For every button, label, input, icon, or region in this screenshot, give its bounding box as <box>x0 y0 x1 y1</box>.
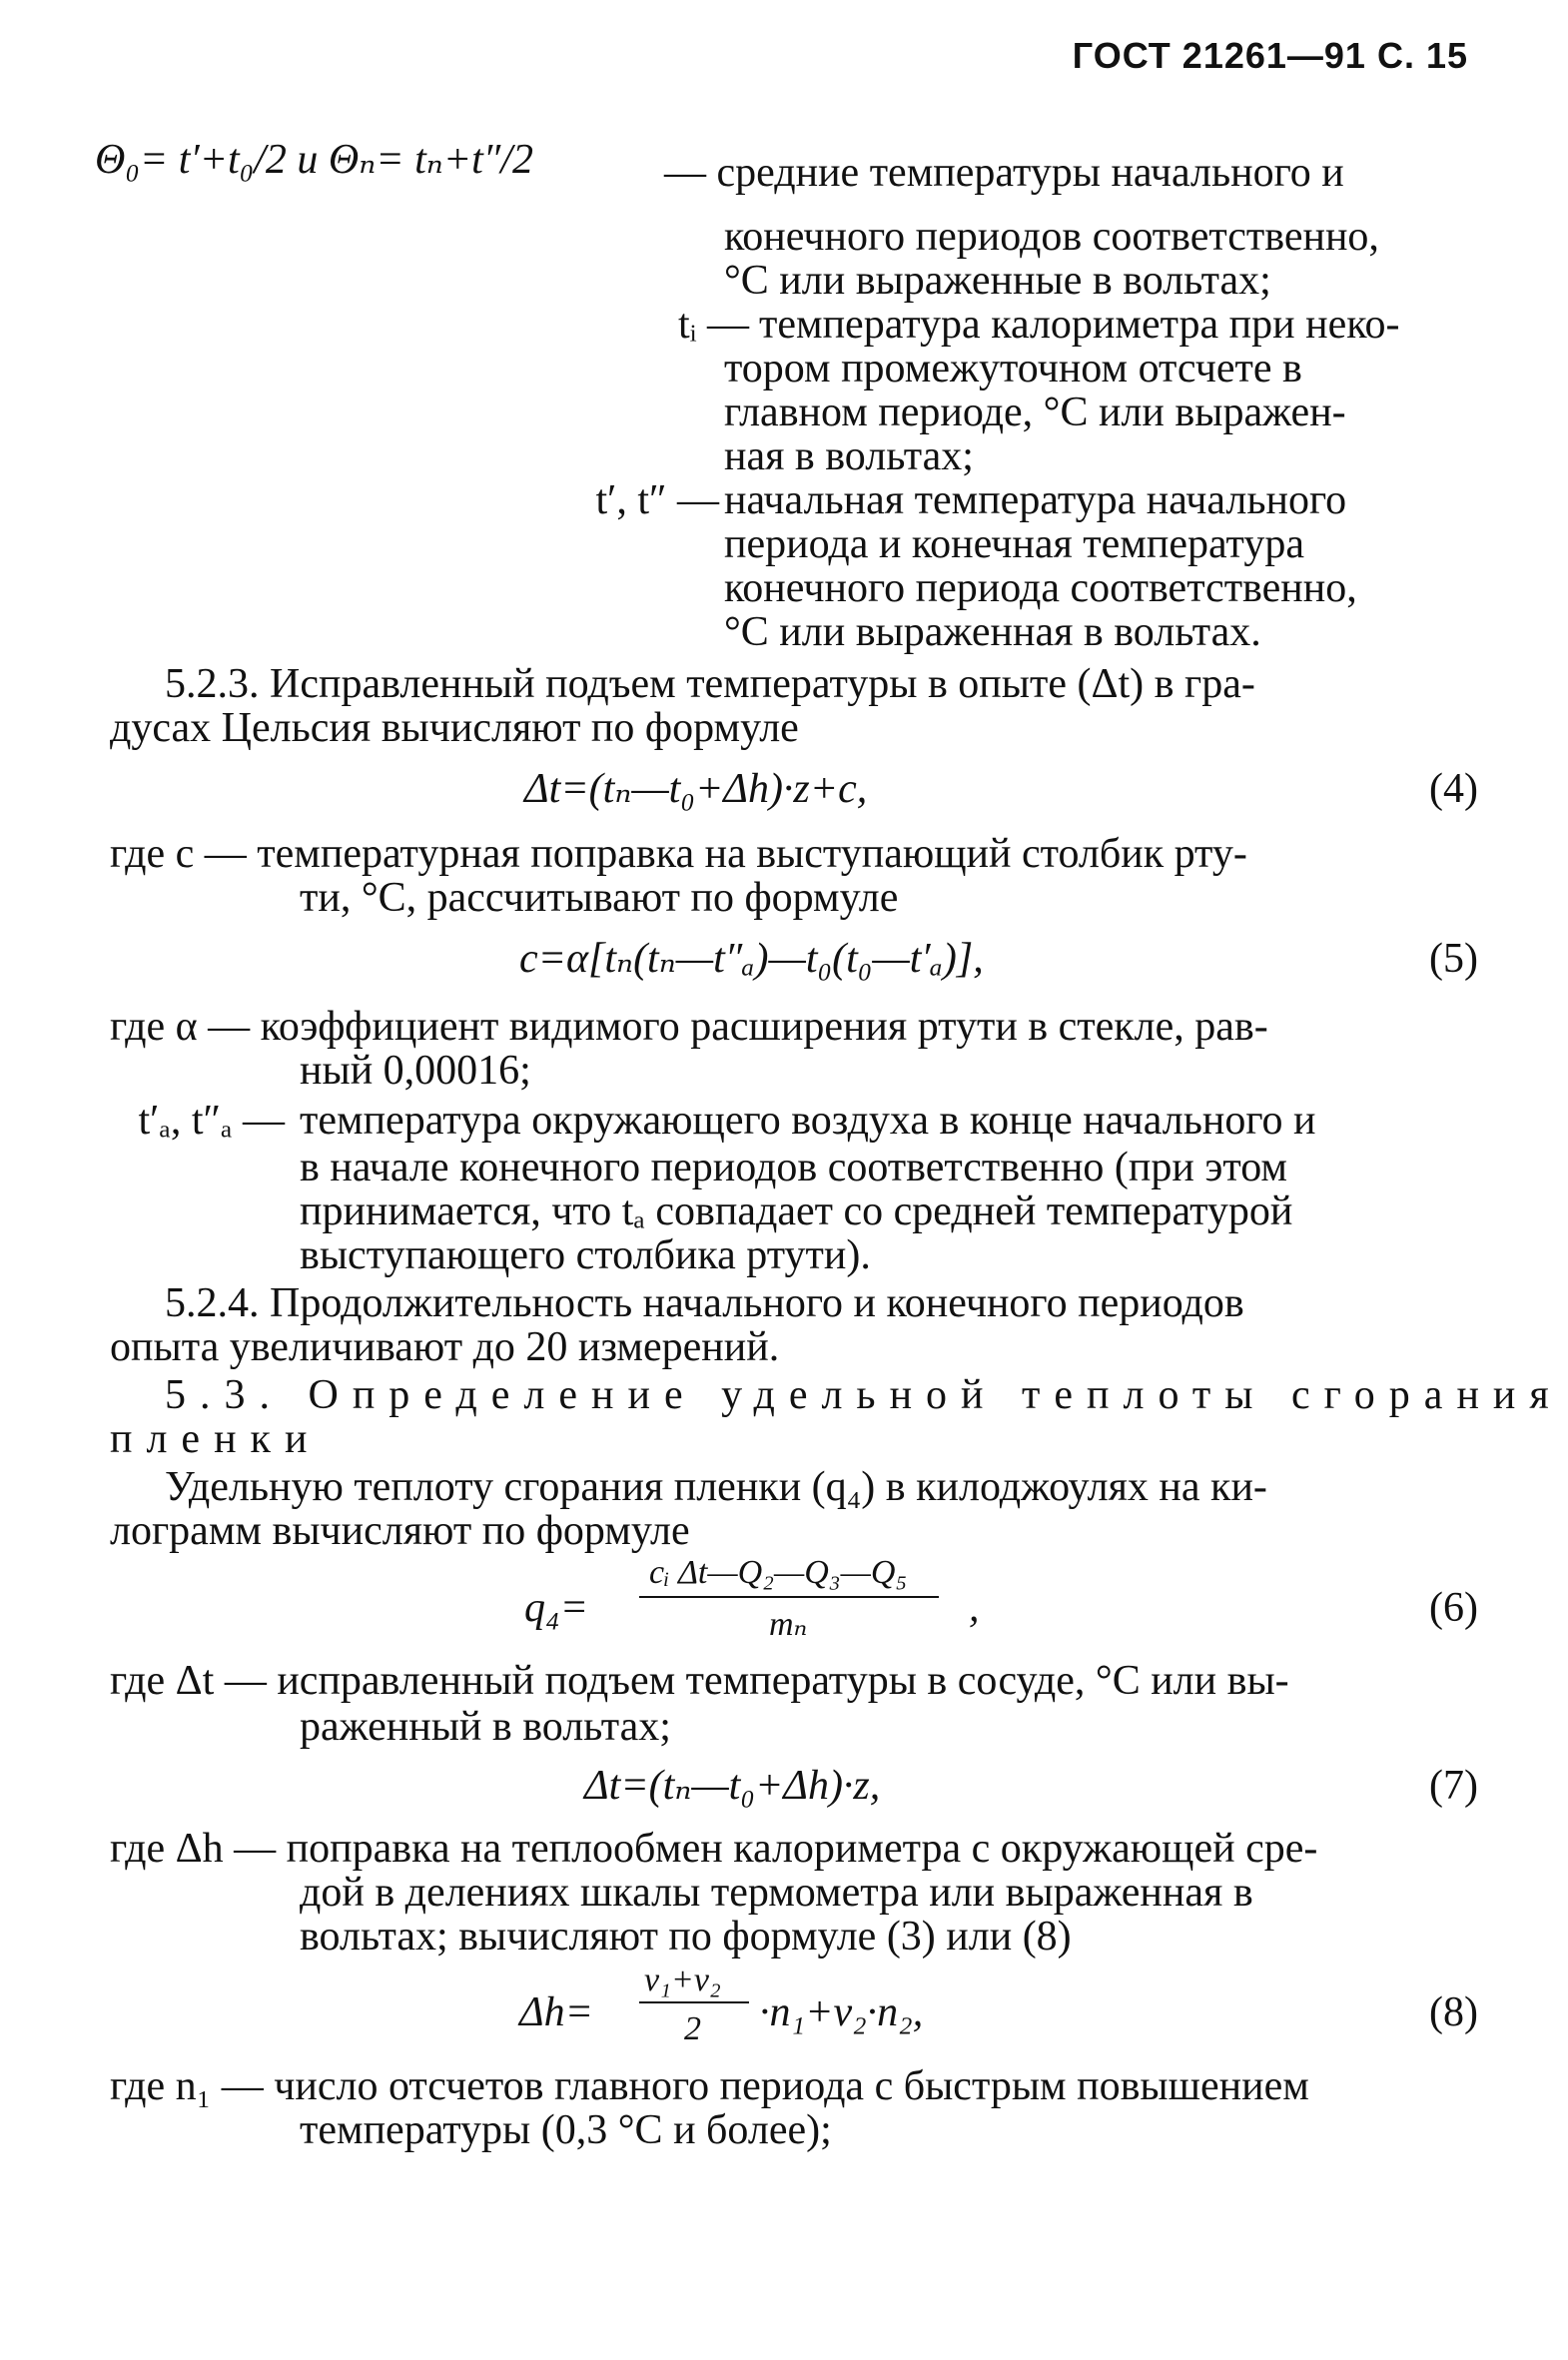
equation-6-fraction-bar <box>639 1596 939 1598</box>
ta-line-4: выступающего столбика ртути). <box>300 1232 871 1278</box>
equation-8-fraction-bar <box>639 2001 749 2003</box>
ti-line-4: ная в вольтах; <box>724 433 974 479</box>
n1-line-1: где n₁ — число отсчетов главного периода с быстрым повышением <box>110 2063 1309 2109</box>
equation-8-number: (8) <box>1429 1989 1478 2035</box>
equation-6-lhs: q₄= <box>524 1585 588 1631</box>
t-prime-line-3: конечного периода соответственно, <box>724 565 1357 611</box>
q4-paragraph-line-2: лограмм вычисляют по формуле <box>110 1508 690 1554</box>
equation-8-lhs: Δh= <box>519 1989 593 2035</box>
paragraph-523-line-1: 5.2.3. Исправленный подъем температуры в опыте (Δt) в гра- <box>165 661 1255 707</box>
c-line-2: ти, °С, рассчитывают по формуле <box>300 875 899 921</box>
t-prime-line-2: периода и конечная температура <box>724 521 1304 567</box>
paragraph-524-line-2: опыта увеличивают до 20 измерений. <box>110 1324 780 1370</box>
ti-line-3: главном периоде, °С или выражен- <box>724 390 1346 435</box>
t-prime-line-1: начальная температура начального <box>724 477 1347 523</box>
theta-description-line-1: — средние температуры начального и <box>664 150 1344 196</box>
theta-description-line-2: конечного периодов соответственно, <box>724 214 1379 260</box>
delta-t-line-1: где Δt — исправленный подъем температуры в сосуде, °С или вы- <box>110 1658 1289 1704</box>
alpha-line-2: ный 0,00016; <box>300 1048 531 1094</box>
ti-label: tᵢ — <box>677 302 749 348</box>
equation-4-number: (4) <box>1429 766 1478 812</box>
n1-line-2: температуры (0,3 °С и более); <box>300 2107 832 2153</box>
page-header: ГОСТ 21261—91 С. 15 <box>1072 35 1468 76</box>
delta-h-line-2: дой в делениях шкалы термометра или выраженная в <box>300 1870 1253 1916</box>
ta-label: t′ₐ, t″ₐ — <box>138 1098 285 1144</box>
delta-h-line-3: вольтах; вычисляют по формуле (3) или (8) <box>300 1914 1072 1960</box>
equation-6-comma: , <box>969 1585 980 1631</box>
section-53-heading-line-2: пленки <box>110 1416 322 1462</box>
ta-line-2: в начале конечного периодов соответственно (при этом <box>300 1145 1287 1190</box>
ta-line-3: принимается, что tₐ совпадает со средней температурой <box>300 1188 1293 1234</box>
t-prime-line-4: °С или выраженная в вольтах. <box>724 609 1261 655</box>
equation-7-number: (7) <box>1429 1763 1478 1809</box>
c-line-1: где c — температурная поправка на выступающий столбик рту- <box>110 831 1247 877</box>
ta-line-1: температура окружающего воздуха в конце начального и <box>300 1098 1316 1144</box>
delta-h-line-1: где Δh — поправка на теплообмен калориметра с окружающей сре- <box>110 1826 1318 1872</box>
t-prime-label: t′, t″ — <box>595 477 719 523</box>
equation-8-rhs: ·n₁+v₂·n₂, <box>759 1989 924 2035</box>
equation-8-numerator: v₁+v₂ <box>644 1962 721 1998</box>
section-53-heading-line-1: 5.3. Определение удельной теплоты сгорания <box>165 1372 1563 1418</box>
delta-t-line-2: раженный в вольтах; <box>300 1704 671 1750</box>
paragraph-523-line-2: дусах Цельсия вычисляют по формуле <box>110 705 799 751</box>
equation-6-number: (6) <box>1429 1585 1478 1631</box>
alpha-line-1: где α — коэффициент видимого расширения ртути в стекле, рав- <box>110 1004 1268 1050</box>
theta-formula: Θ₀= t′+t₀/2 и Θₙ= tₙ+t″/2 <box>95 137 533 183</box>
equation-4: Δt=(tₙ—t₀+Δh)·z+c, <box>524 766 868 812</box>
equation-5-number: (5) <box>1429 936 1478 982</box>
paragraph-524-line-1: 5.2.4. Продолжительность начального и конечного периодов <box>165 1280 1244 1326</box>
theta-description-line-3: °С или выраженные в вольтах; <box>724 258 1271 304</box>
ti-line-2: тором промежуточном отсчете в <box>724 346 1302 392</box>
equation-6-numerator: cᵢ Δt—Q₂—Q₃—Q₅ <box>649 1554 908 1591</box>
equation-6-denominator: mₙ <box>769 1606 808 1643</box>
equation-5: c=α[tₙ(tₙ—t″ₐ)—t₀(t₀—t′ₐ)], <box>519 936 984 982</box>
ti-line-1: температура калориметра при неко- <box>759 302 1400 348</box>
equation-7: Δt=(tₙ—t₀+Δh)·z, <box>584 1763 881 1809</box>
equation-8-denominator: 2 <box>684 2010 701 2047</box>
q4-paragraph-line-1: Удельную теплоту сгорания пленки (q₄) в килоджоулях на ки- <box>165 1464 1267 1510</box>
